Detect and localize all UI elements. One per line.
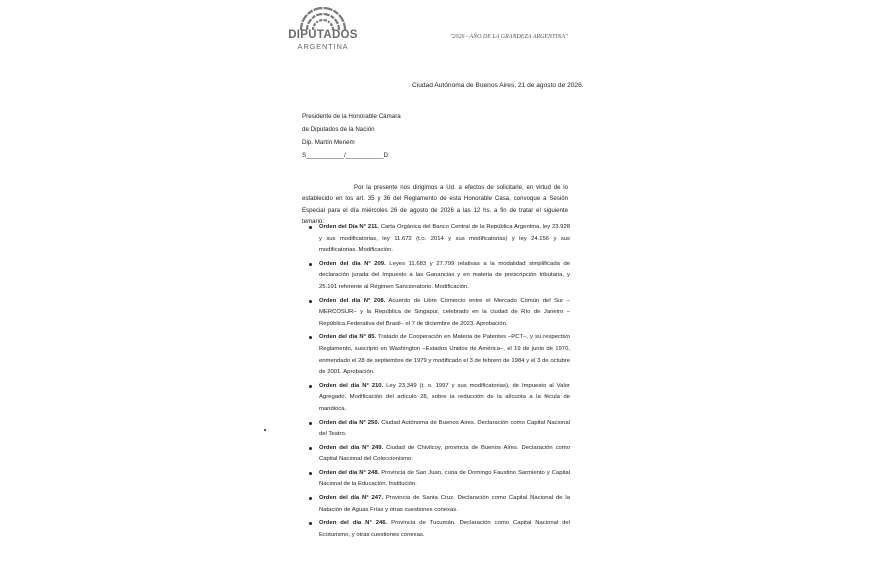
order-text: Ciudad de Chivilcoy, provincia de Buenos Aires. Declaración como Capital Nacional del Coleccionismo. [319,444,570,463]
order-number: Orden del día N° 250. [319,419,380,426]
list-item [302,259,570,294]
addressee-line: de Diputados de la Nación [302,126,375,133]
order-number: Orden del día N° 209. [319,260,386,267]
salutation-line: S___________/___________D [302,152,389,159]
list-item [302,518,570,541]
bullet-icon [309,472,312,475]
list-item [302,493,570,516]
order-number: Orden del día N° 246. [319,520,388,527]
order-number: Orden del día N° 85. [319,334,377,341]
order-text: Provincia de Tucumán. Declaración como Capital Nacional del Ecoturismo, y otras cuestiones conexas. [319,520,570,538]
order-number: Orden del Día N° 211. [319,224,379,230]
order-text: Carta Orgánica del Banco Central de la República Argentina, ley 23.928 y sus modificatorias, ley 11.672 (t.o. 2014 y sus modificatorias) y ley 24.156 y sus modificatorias. Modificación. [319,224,570,254]
order-text: Tratado de Cooperación en Materia de Patentes –PCT–, y su respectivo Reglamento, suscripto en Washington –Estados Unidos de América–, el 19 de junio de 1970, enmendado el 28 de septiembre de 1979 y modificado el 3 de febrero de 1984 y el 3 de octubre de 2001. Aprobación. [319,334,571,376]
bullet-icon [309,300,312,303]
intro-paragraph: Por la presente nos dirigimos a Ud. a efectos de solicitarle, en virtud de lo establecido en los art. 35 y 36 del Reglamento de esta Honorable Casa, convoque a Sesión Especial para el día miércoles 26 de agosto de 2026 a las 12 hs. a fin de tratar el siguiente temario: [302,184,568,225]
order-number: Orden del día N° 249. [319,444,384,451]
bullet-icon [309,385,312,388]
order-text: Acuerdo de Libre Comercio entre el Mercado Común del Sur –MERCOSUR– y la República de Singapur, celebrado en la ciudad de Río de Janeiro –República Federativa del Brasil– el 7 de diciembre de 2023. Aprobación. [319,297,570,327]
order-number: Orden del día N° 247. [319,495,383,502]
order-number: Orden del día N° 208. [319,297,386,304]
bullet-icon [309,522,312,525]
list-item [302,418,570,441]
agenda-list [302,222,570,543]
congress-dome-icon [297,6,349,30]
list-item [302,296,570,331]
bullet-icon [309,422,312,425]
order-text: Provincia de San Juan, cuna de Domingo Faustino Sarmiento y Capital Nacional de la Educación. Institución. [319,469,570,488]
list-item [302,443,570,466]
list-item [302,468,570,491]
bullet-icon [309,226,312,229]
list-item [302,222,570,257]
org-name: DIPUTADOS [288,29,358,41]
order-text: Ciudad Autónoma de Buenos Aires. Declaración como Capital Nacional del Teatro. [319,419,571,438]
letterhead-logo [283,6,363,51]
list-item [302,332,570,378]
org-country: ARGENTINA [297,42,349,51]
order-number: Orden del día N° 210. [319,382,384,389]
order-text: Provincia de Santa Cruz. Declaración como Capital Nacional de la Natación de Aguas Frías y otras cuestiones conexas. [319,495,570,513]
list-item [302,381,570,416]
order-text: Ley 23.349 (t. o. 1997 y sus modificatorias), de Impuesto al Valor Agregado. Modificación del artículo 28, sobre la reducción de la alícuota a la fécula de mandioca. [319,382,570,412]
bullet-icon [309,263,312,266]
date-line: Ciudad Autónoma de Buenos Aires, 21 de agosto de 2026. [412,82,584,89]
bullet-icon [309,336,312,339]
bullet-icon [309,447,312,450]
order-number: Orden del día N° 248. [319,469,380,476]
bullet-icon [309,497,312,500]
year-motto: "2026 - AÑO DE LA GRANDEZA ARGENTINA" [450,34,568,40]
order-text: Leyes 11.683 y 27.799 relativas a la modalidad simplificada de declaración jurada del Impuesto a las Ganancias y en materia de prescripción tributaria, y 25.191 referente al Régimen Sancionatorio. Modificación. [319,260,570,290]
addressee-line: Dip. Martín Menem [302,139,355,146]
stray-mark [264,429,266,431]
addressee-line: Presidente de la Honorable Cámara [302,113,401,120]
